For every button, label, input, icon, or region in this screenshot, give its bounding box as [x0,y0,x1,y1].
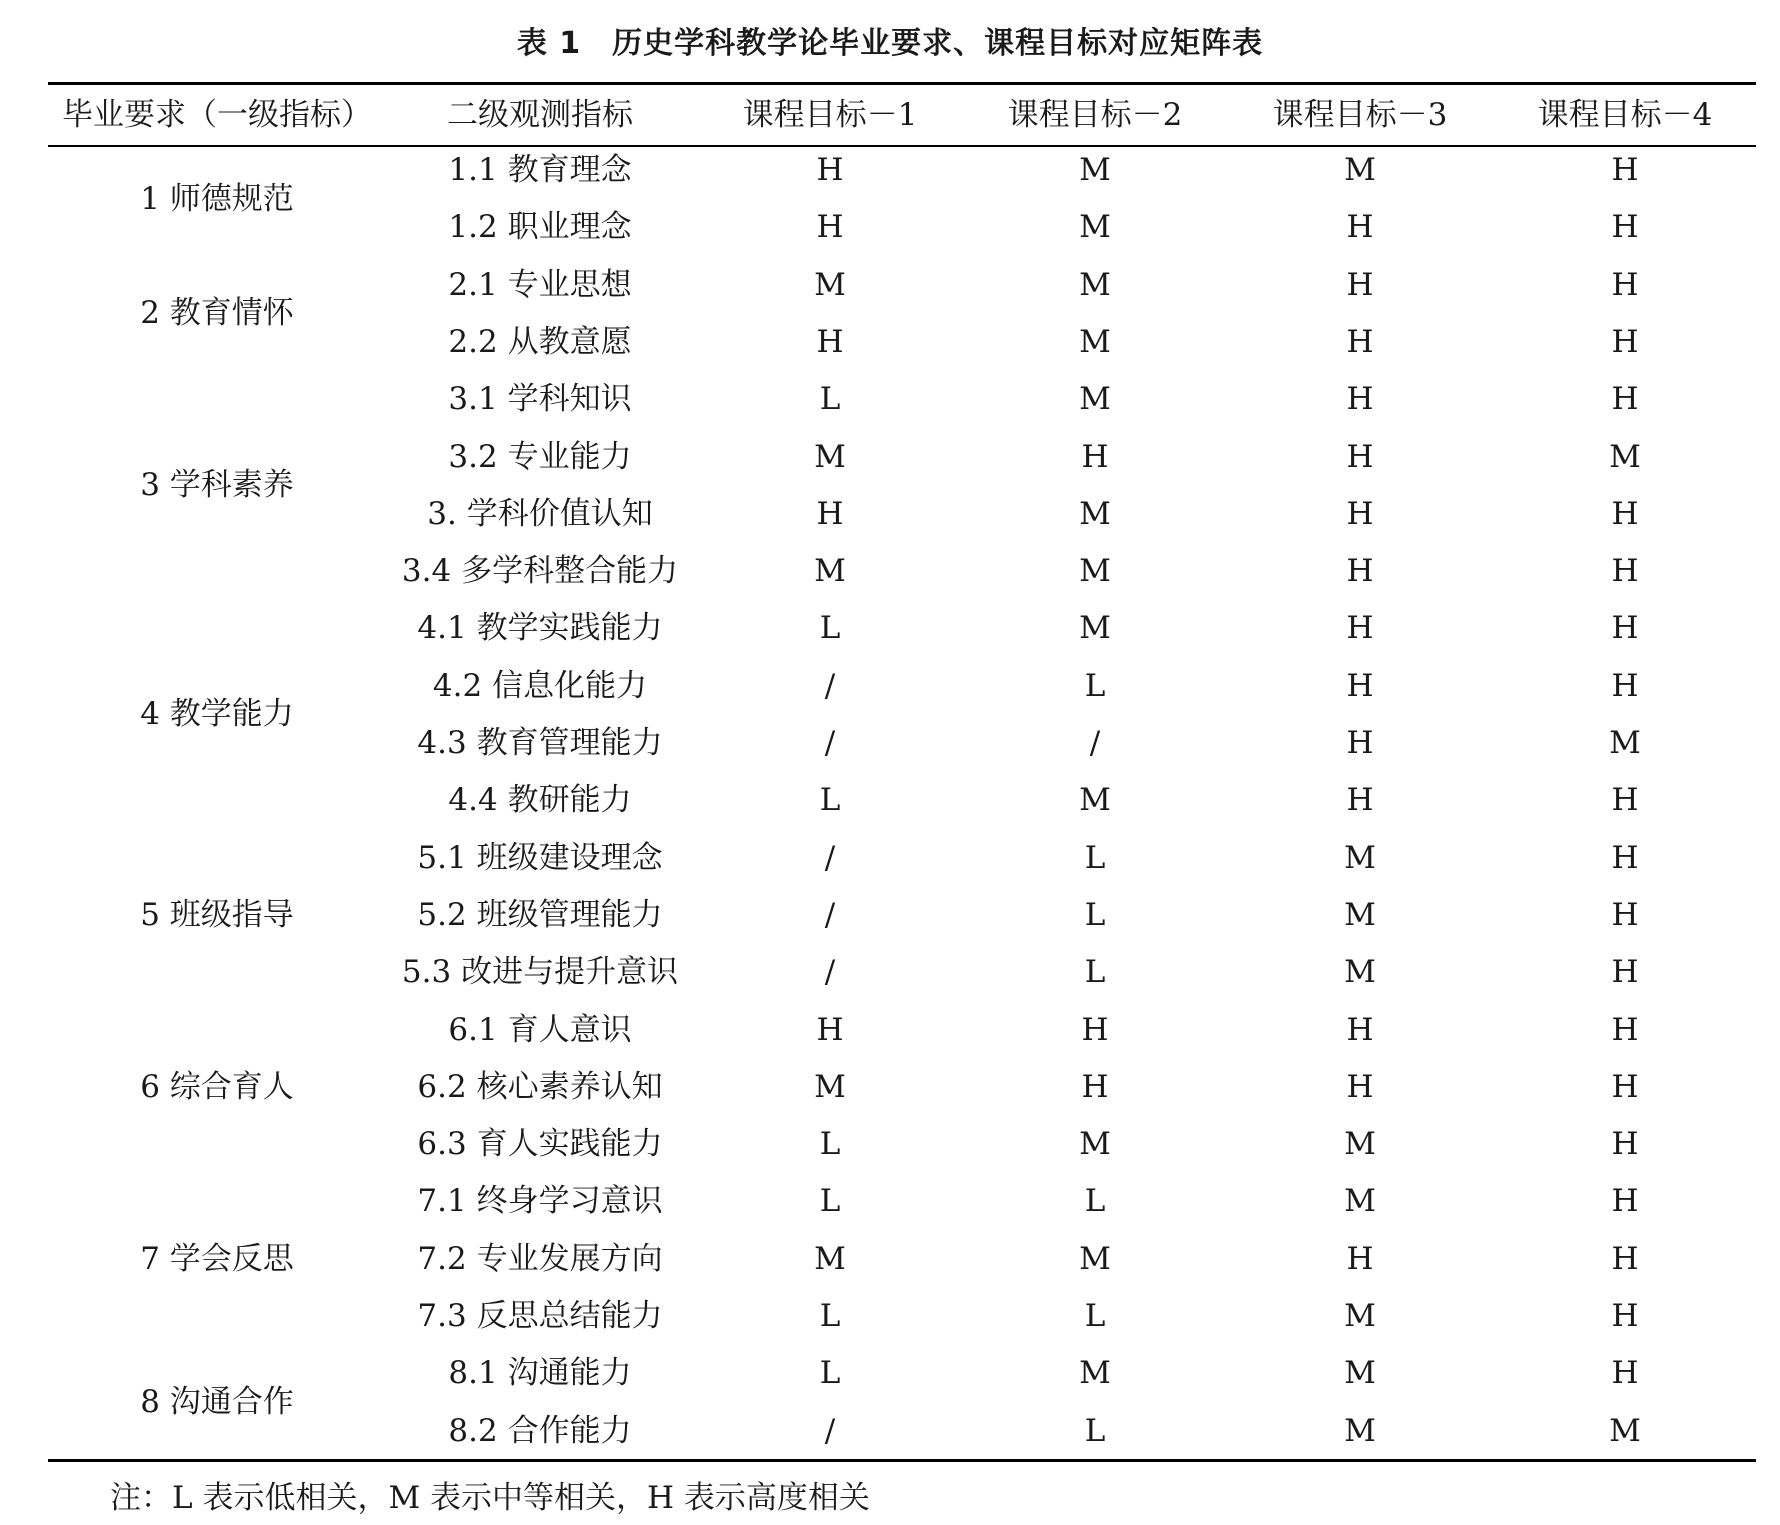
relevance-cell: L [819,1126,841,1163]
relevance-cell: M [1344,839,1376,876]
requirement-group-label: 1 师德规范 [140,180,294,217]
relevance-cell: H [1611,896,1639,933]
relevance-cell: H [816,495,844,532]
table-note: 注：L 表示低相关，M 表示中等相关，H 表示高度相关 [110,1480,870,1516]
indicator-cell: 4.2 信息化能力 [432,667,648,704]
indicator-cell: 8.1 沟通能力 [448,1355,632,1392]
relevance-cell: M [1344,1355,1376,1392]
relevance-cell: H [1346,266,1374,303]
requirement-group-label: 4 教学能力 [140,696,294,733]
relevance-cell: M [1079,495,1111,532]
relevance-cell: H [1346,667,1374,704]
indicator-cell: 4.3 教育管理能力 [417,725,663,761]
indicator-cell: 4.4 教研能力 [448,782,632,819]
relevance-cell: H [1346,553,1374,590]
indicator-cell: 5.2 班级管理能力 [417,896,663,933]
relevance-cell: M [1079,1126,1111,1163]
relevance-cell: H [1611,323,1639,360]
relevance-cell: M [1079,553,1111,590]
relevance-cell: M [814,438,846,475]
relevance-cell: M [814,266,846,303]
indicator-cell: 2.1 专业思想 [448,266,632,303]
relevance-cell: H [1611,1240,1639,1277]
relevance-cell: M [1344,1183,1376,1220]
relevance-cell: L [1084,954,1106,991]
requirement-group-label: 5 班级指导 [140,896,294,933]
column-header: 课程目标－3 [1272,97,1448,133]
relevance-cell: H [1346,1068,1374,1105]
requirement-group-label: 3 学科素养 [140,467,294,504]
relevance-cell: H [1346,209,1374,246]
indicator-cell: 3. 学科价值认知 [427,495,653,532]
relevance-cell: H [1611,266,1639,303]
relevance-cell: L [1084,896,1106,933]
indicator-cell: 3.2 专业能力 [448,438,632,475]
relevance-cell: / [824,839,836,876]
relevance-cell: M [814,553,846,590]
relevance-cell: M [814,1068,846,1105]
relevance-cell: M [1344,152,1376,188]
relevance-cell: H [1346,1240,1374,1277]
relevance-cell: L [819,1183,841,1220]
relevance-cell: H [1611,1011,1639,1048]
indicator-cell: 8.2 合作能力 [448,1412,632,1449]
relevance-cell: H [816,1011,844,1048]
relevance-cell: H [1346,782,1374,819]
requirement-group-label: 2 教育情怀 [140,295,294,332]
indicator-cell: 6.1 育人意识 [448,1011,632,1048]
relevance-cell: M [1079,152,1111,188]
relevance-cell: H [1346,725,1374,761]
relevance-cell: / [824,954,836,991]
relevance-cell: H [1081,1068,1109,1105]
relevance-cell: H [816,209,844,246]
relevance-cell: M [1344,954,1376,991]
relevance-cell: H [1081,1011,1109,1048]
table-bottom-rule [48,1459,1756,1462]
relevance-cell: H [1611,1126,1639,1163]
relevance-cell: H [1346,610,1374,647]
requirement-group-label: 7 学会反思 [140,1240,294,1277]
relevance-cell: M [814,1240,846,1277]
table-top-rule [48,82,1756,85]
column-header: 课程目标－2 [1007,97,1183,133]
relevance-cell: / [824,1412,836,1449]
relevance-cell: M [1079,266,1111,303]
indicator-cell: 5.1 班级建设理念 [417,839,663,876]
relevance-cell: M [1344,1412,1376,1449]
table-title: 表 1 历史学科教学论毕业要求、课程目标对应矩阵表 [516,26,1264,61]
relevance-cell: H [1611,1068,1639,1105]
relevance-cell: L [819,782,841,819]
column-header: 课程目标－4 [1537,97,1713,133]
relevance-cell: M [1079,381,1111,418]
indicator-cell: 2.2 从教意愿 [448,323,632,360]
relevance-cell: H [1611,839,1639,876]
relevance-cell: M [1079,782,1111,819]
requirement-group-label: 8 沟通合作 [140,1383,294,1420]
relevance-cell: H [1611,667,1639,704]
column-header: 课程目标－1 [742,97,918,133]
indicator-cell: 1.1 教育理念 [448,152,632,188]
relevance-cell: L [1084,667,1106,704]
relevance-cell: / [1089,725,1101,761]
relevance-cell: / [824,725,836,761]
relevance-cell: H [1611,1355,1639,1392]
indicator-cell: 1.2 职业理念 [448,209,632,246]
relevance-cell: M [1609,725,1641,761]
relevance-cell: H [1611,553,1639,590]
relevance-cell: H [1611,1298,1639,1334]
relevance-cell: L [1084,1183,1106,1220]
indicator-cell: 7.1 终身学习意识 [417,1183,663,1220]
indicator-cell: 6.2 核心素养认知 [417,1068,663,1105]
indicator-cell: 3.1 学科知识 [448,381,632,418]
relevance-cell: / [824,667,836,704]
relevance-cell: M [1079,1240,1111,1277]
indicator-cell: 4.1 教学实践能力 [417,610,663,647]
indicator-cell: 6.3 育人实践能力 [417,1126,663,1163]
relevance-cell: L [1084,1412,1106,1449]
relevance-cell: H [1611,610,1639,647]
relevance-cell: L [1084,839,1106,876]
indicator-cell: 7.3 反思总结能力 [417,1298,663,1334]
relevance-cell: H [1611,1183,1639,1220]
relevance-cell: M [1079,610,1111,647]
relevance-cell: M [1344,1126,1376,1163]
relevance-cell: M [1079,209,1111,246]
relevance-cell: L [819,1355,841,1392]
relevance-cell: H [816,152,844,188]
relevance-cell: H [816,323,844,360]
relevance-cell: H [1611,209,1639,246]
relevance-cell: H [1611,782,1639,819]
relevance-cell: H [1611,381,1639,418]
relevance-cell: M [1079,1355,1111,1392]
indicator-cell: 3.4 多学科整合能力 [401,553,679,590]
relevance-cell: / [824,896,836,933]
relevance-cell: M [1344,1298,1376,1334]
relevance-cell: M [1079,323,1111,360]
relevance-cell: H [1081,438,1109,475]
column-header: 二级观测指标 [447,97,633,133]
relevance-cell: L [819,610,841,647]
indicator-cell: 7.2 专业发展方向 [417,1240,663,1277]
relevance-cell: L [819,1298,841,1334]
column-header: 毕业要求（一级指标） [62,97,372,133]
relevance-cell: H [1346,1011,1374,1048]
relevance-cell: H [1346,381,1374,418]
relevance-cell: H [1611,495,1639,532]
relevance-cell: M [1609,1412,1641,1449]
relevance-cell: L [1084,1298,1106,1334]
relevance-cell: H [1346,495,1374,532]
table-header-rule [48,145,1756,147]
indicator-cell: 5.3 改进与提升意识 [401,954,679,991]
relevance-cell: M [1344,896,1376,933]
relevance-cell: M [1609,438,1641,475]
relevance-cell: H [1346,323,1374,360]
requirement-group-label: 6 综合育人 [140,1068,294,1105]
relevance-cell: H [1611,954,1639,991]
relevance-cell: H [1346,438,1374,475]
relevance-cell: L [819,381,841,418]
relevance-cell: H [1611,152,1639,188]
